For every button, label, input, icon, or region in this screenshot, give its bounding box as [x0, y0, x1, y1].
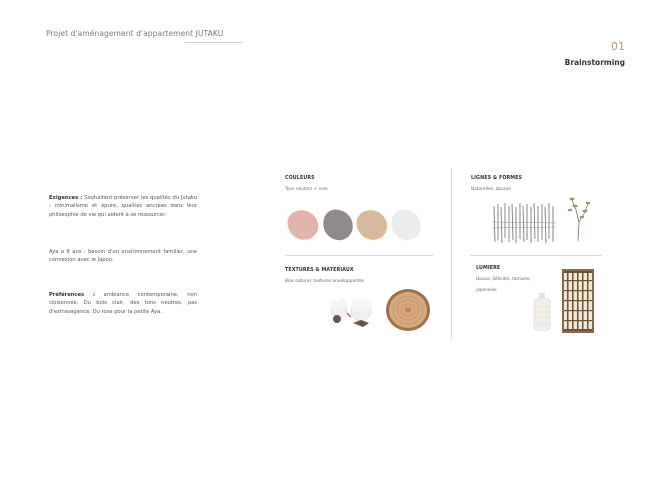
- preferences-label: Préférences :: [49, 292, 95, 298]
- page-number: 01: [611, 40, 625, 53]
- exigences-label: Exigences :: [49, 195, 83, 201]
- swatch-pink: [285, 207, 321, 243]
- textures-subtitle: Bois naturel, textures enveloppantes: [285, 279, 365, 284]
- preferences-text: ambiance contemporaine, non cloisonnée. Du bois clair, des tons neutres, pas d'extravagance. Du rose pour la petite Aya.: [49, 292, 197, 315]
- aya-paragraph: [49, 248, 197, 265]
- section-title: Brainstorming: [564, 58, 625, 67]
- swatch-grey: [321, 208, 356, 243]
- moodboard-vertical-divider: [451, 168, 452, 340]
- wood-slice-image: [384, 287, 432, 333]
- lumiere-subtitle-line2: japonaise: [476, 288, 497, 293]
- lignes-subtitle: Naturelles, douces: [471, 187, 511, 192]
- swatch-white: [388, 207, 424, 243]
- exigences-paragraph: [49, 194, 197, 219]
- moodboard-divider-left: [285, 255, 433, 256]
- project-title: Projet d'aménagement d'appartement JUTAKU: [46, 29, 224, 38]
- branch-image: [566, 192, 592, 242]
- moodboard-divider-right: [470, 255, 602, 256]
- preferences-paragraph: [49, 291, 197, 316]
- header-divider: [185, 42, 243, 43]
- cotton-flowers-image: [327, 293, 379, 331]
- swatch-beige: [355, 208, 389, 242]
- couleurs-subtitle: Tons neutres + rose: [285, 187, 328, 192]
- lumiere-title: LUMIERE: [476, 266, 501, 271]
- couleurs-title: COULEURS: [285, 176, 315, 181]
- aya-text: Aya a 8 ans : besoin d'un environnement familier, une connexion avec le Japon.: [49, 249, 197, 264]
- lumiere-subtitle-line1: Douce, délicate, tamisée,: [476, 277, 531, 282]
- wood-slats-image: [492, 202, 556, 244]
- lignes-title: LIGNES & FORMES: [471, 176, 523, 181]
- wooden-lantern-image: [561, 268, 595, 334]
- textures-title: TEXTURES & MATERIAUX: [285, 268, 354, 273]
- paper-lamp-image: [530, 292, 554, 334]
- exigences-text: Souhaitent préserver les qualités du Jutaku : minimalisme et épure, qualités ancrées dans leur philosophie de vie qui aident à se ressourcer.: [49, 195, 198, 218]
